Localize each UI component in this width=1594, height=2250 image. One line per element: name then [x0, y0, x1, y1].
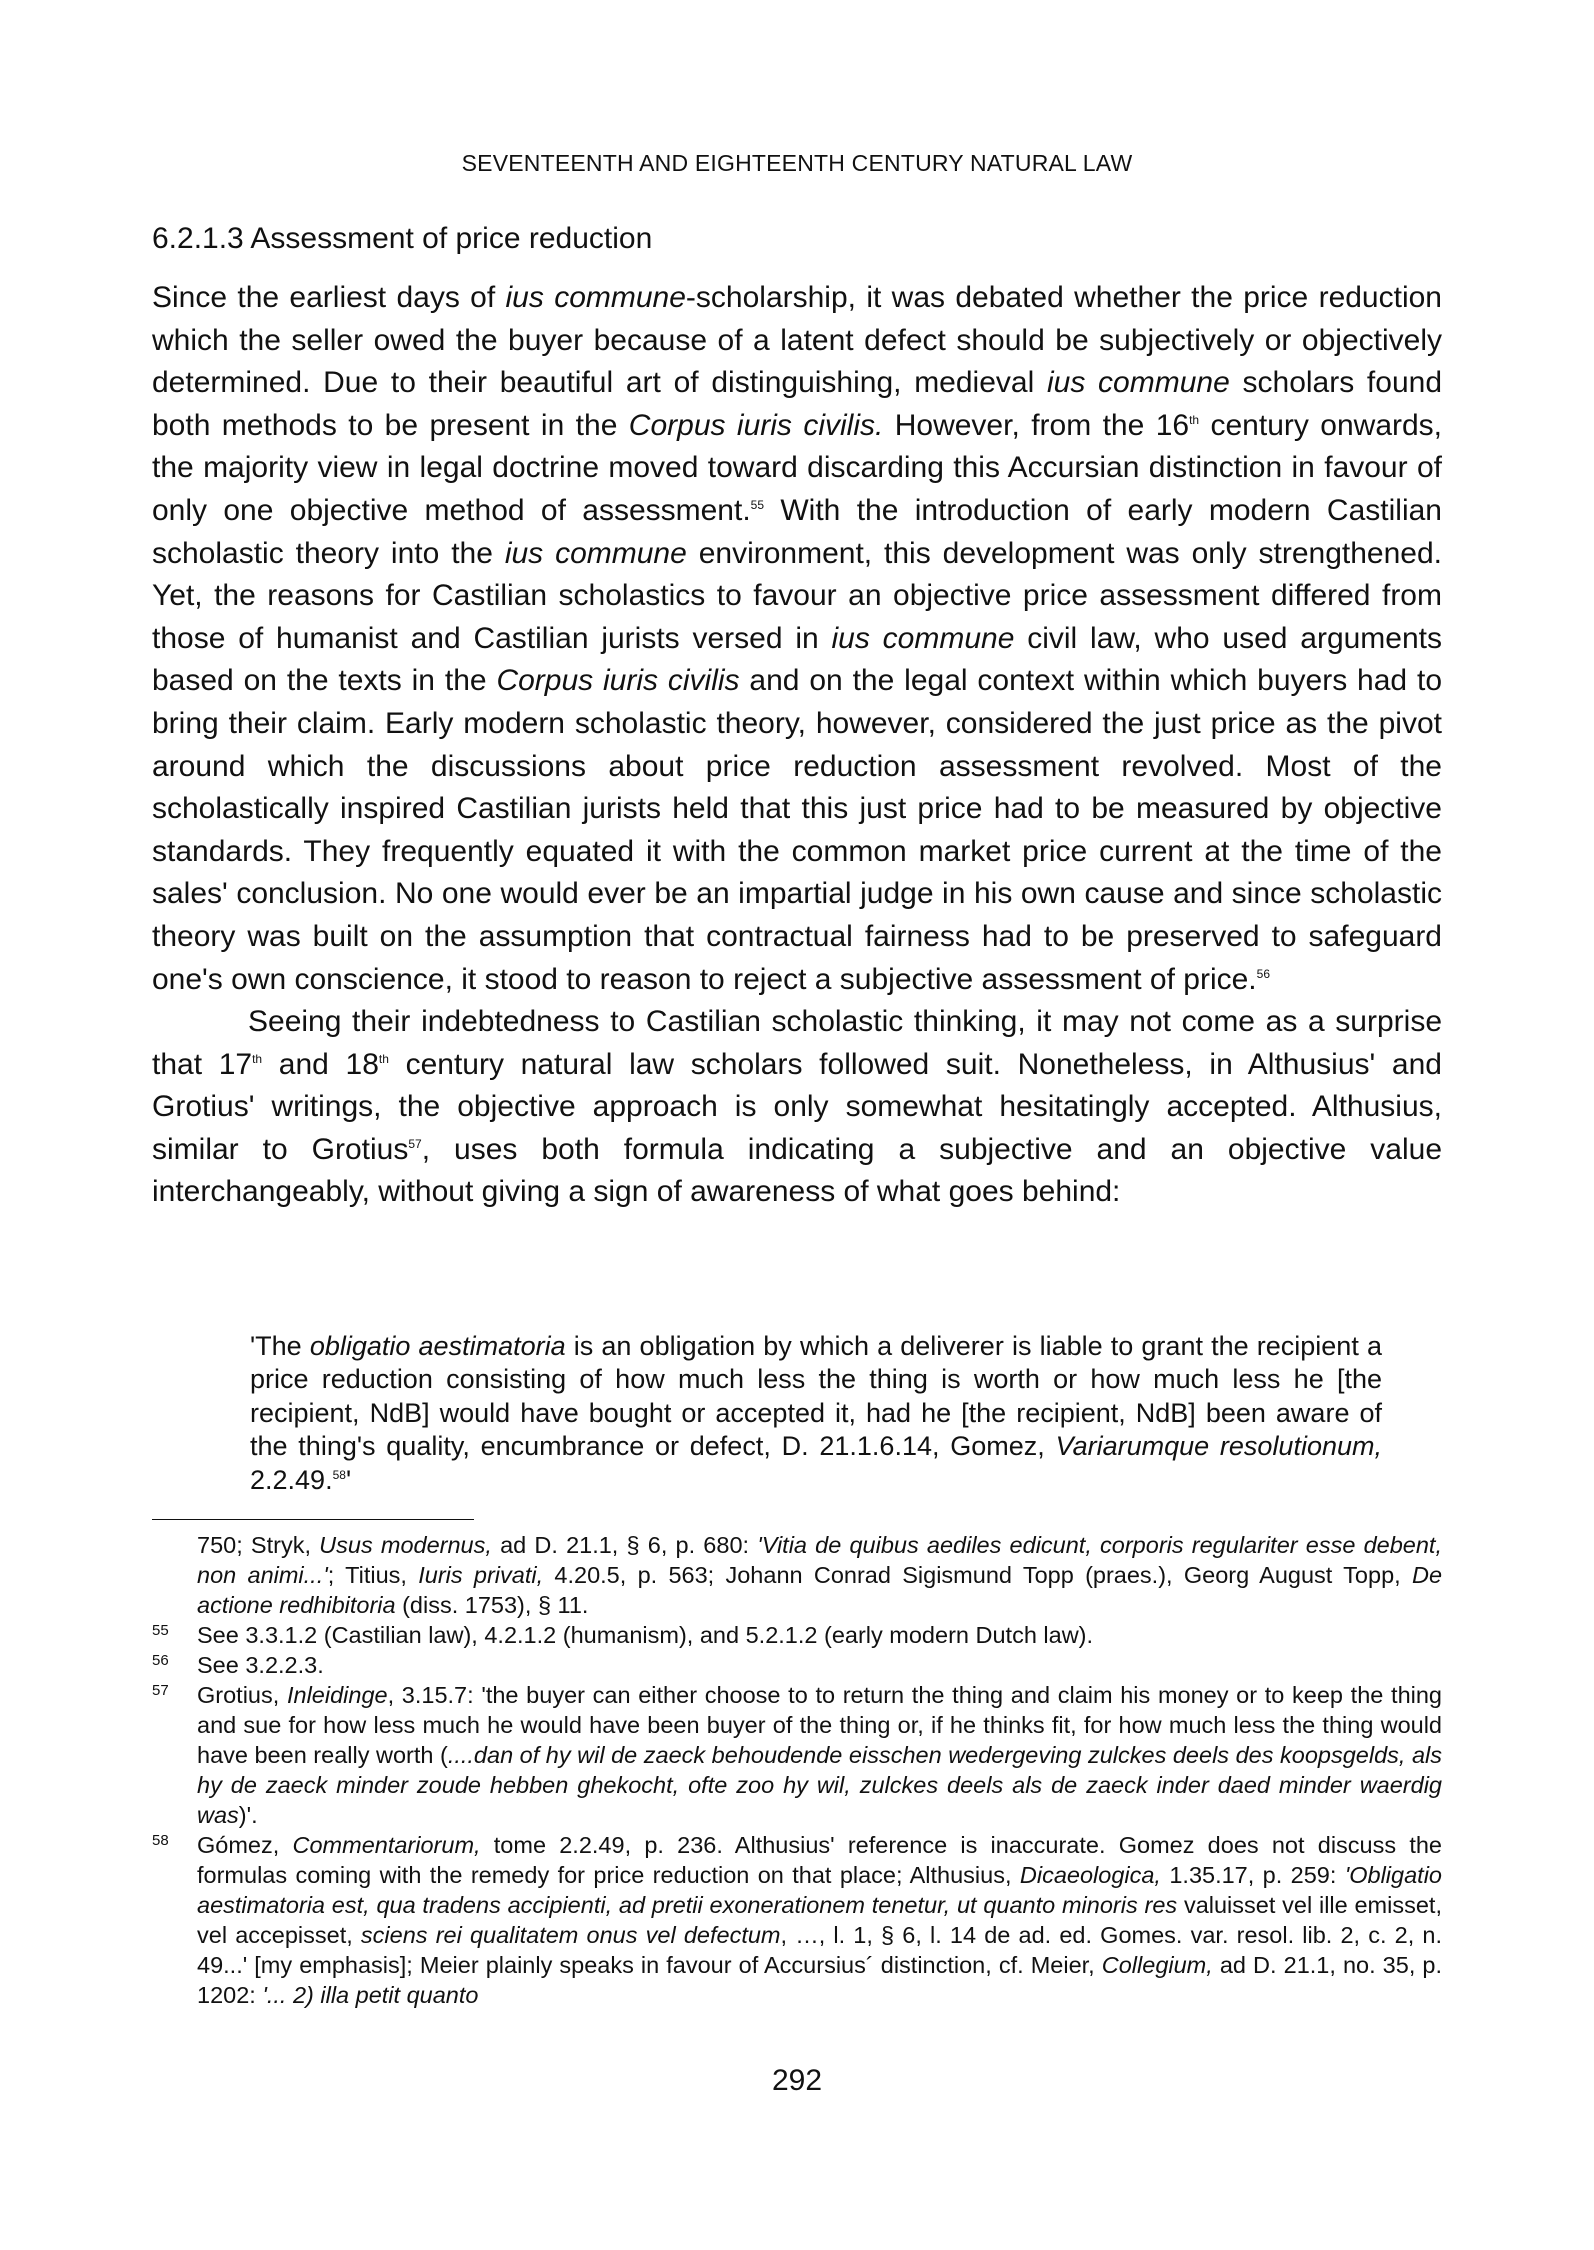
text-run: , 3.15.7: 'the buyer can either choose to to return the thing and claim his money or to keep the thing and sue for how less much he would have been buyer of the thing or, if he thinks fit, for how much less the thing would have been really worth ( [197, 1682, 1442, 1768]
italic-term: '... 2) illa petit quanto [262, 1982, 479, 2008]
italic-term: Usus modernus, [319, 1532, 492, 1558]
footnote-number: 57 [152, 1682, 169, 1699]
text-run: Since the earliest days of [152, 281, 506, 314]
footnote-number: 58 [152, 1832, 169, 1849]
text-run: ad D. 21.1, no. 35, p. 1202: [197, 1952, 1443, 2008]
main-text [152, 277, 1442, 1214]
text-run: 1.35.17, p. 259: [1160, 1862, 1345, 1888]
footnote-text: See 3.2.2.3. [197, 1652, 324, 1678]
italic-term: Corpus iuris civilis. [628, 408, 884, 442]
text-run: ; Titius, [327, 1562, 419, 1588]
text-run: )'. [238, 1802, 258, 1828]
footnote-ref-55[interactable]: 55 [750, 497, 765, 512]
ordinal-superscript: th [378, 1051, 389, 1066]
footnote-ref-56[interactable]: 56 [1256, 966, 1270, 981]
paragraph-1 [152, 277, 1442, 1001]
section-heading: 6.2.1.3 Assessment of price reduction [152, 222, 653, 255]
quote-text [250, 1330, 1382, 1497]
italic-term: ius commune [505, 281, 686, 314]
italic-term: ius commune [1046, 366, 1230, 400]
text-run: Seeing their indebtedness to Castilian scholastic thinking, it may not come as a surprise that 17 [152, 1005, 1442, 1081]
footnote-text: See 3.3.1.2 (Castilian law), 4.2.1.2 (humanism), and 5.2.1.2 (early modern Dutch law). [197, 1622, 1094, 1648]
running-head: SEVENTEENTH AND EIGHTEENTH CENTURY NATURAL LAW [461, 150, 1133, 176]
text-run: and 18 [262, 1047, 379, 1081]
text-run: -scholarship, it was debated whether the price reduction which the seller owed the buyer because of a latent defect should be subjectively or objectively determined. Due to their beautiful art of distinguishing, medieval [152, 281, 1442, 400]
italic-term: Inleidinge [286, 1682, 388, 1708]
text-run: tome 2.2.49, p. 236. Althusius' reference is inaccurate. Gomez does not discuss the formulas coming with the remedy for price reduction on that place; Althusius, [197, 1832, 1442, 1888]
italic-term: obligatio aestimatoria [309, 1331, 566, 1361]
page-number: 292 [771, 2064, 823, 2097]
text-run: 4.20.5, p. 563; Johann Conrad Sigismund Topp (praes.), Georg August Topp, [543, 1562, 1412, 1588]
footnote-ref-58[interactable]: 58 [332, 1467, 346, 1482]
text-run: However, from the 16 [883, 408, 1190, 442]
text-run: ad D. 21.1, § 6, p. 680: [491, 1532, 758, 1558]
footnotes [152, 1530, 1442, 2010]
footnote-56 [152, 1650, 1442, 1680]
text-run: 750; Stryk, [197, 1532, 320, 1558]
ordinal-superscript: th [252, 1051, 263, 1066]
text-run: Grotius, [197, 1682, 287, 1708]
italic-term: Collegium, [1101, 1952, 1213, 1978]
italic-term: Variarumque resolutionum, [1055, 1431, 1382, 1462]
footnote-57 [152, 1680, 1442, 1830]
footnote-58 [152, 1830, 1442, 2010]
text-run: century natural law scholars followed suit. Nonetheless, in Althusius' and Grotius' writings, the objective approach is only somewhat hesitatingly accepted. Althusius, similar to Grotius [152, 1047, 1442, 1166]
italic-term: De actione redhibitoria [197, 1562, 1443, 1618]
text-run: 2.2.49. [250, 1464, 333, 1495]
text-run: 'The [250, 1331, 310, 1361]
footnote-number: 56 [152, 1652, 169, 1669]
paragraph-2 [152, 1001, 1442, 1214]
text-run: ' [345, 1464, 352, 1495]
text-run: and on the legal context within which buyers had to bring their claim. Early modern scholastic theory, however, considered the just price as the pivot around which the discussions about price reduction assessment revolved. Most of the scholastically inspired Castilian jurists held that this just price had to be measured by objective standards. They frequently equated it with the common market price current at the time of the sales' conclusion. No one would ever be an impartial judge in his own cause and since scholastic theory was built on the assumption that contractual fairness had to be preserved to safeguard one's own conscience, it stood to reason to reject a subjective assessment of price. [152, 664, 1443, 996]
text-run: Gómez, [197, 1832, 293, 1858]
footnote-continuation [152, 1530, 1442, 1620]
footnote-number: 55 [152, 1622, 169, 1639]
italic-term: sciens rei qualitatem onus vel defectum [360, 1922, 781, 1948]
italic-term: ....dan of hy wil de zaeck behoudende eisschen wedergeving zulckes deels des koopsgelds, als hy de zaeck minder zoude hebben ghekocht, ofte zoo hy wil, zulckes deels als de zaeck inder daed minder waerdig was [197, 1742, 1442, 1828]
text-run: valuisset vel ille emisset, vel accepisset, [197, 1892, 1442, 1948]
footnote-55 [152, 1620, 1442, 1650]
text-run: scholars found both methods to be present in the [152, 366, 1443, 442]
footnote-ref-57[interactable]: 57 [408, 1136, 422, 1151]
italic-term: Dicaeologica, [1019, 1862, 1161, 1888]
text-run: With the introduction of early modern Castilian scholastic theory into the [152, 493, 1442, 570]
text-run: environment, this development was only strengthened. Yet, the reasons for Castilian scholastics to favour an objective price assessment differed from those of humanist and Castilian jurists versed in [152, 536, 1442, 655]
text-run: is an obligation by which a deliverer is liable to grant the recipient a price reduction consisting of how much less the thing is worth or how much less he [the recipient, NdB] would have bought or accepted it, had he [the recipient, NdB] been aware of the thing's quality, encumbrance or defect, D. 21.1.6.14, Gomez, [250, 1331, 1382, 1462]
italic-term: Commentariorum, [292, 1832, 481, 1858]
text-run: century onwards, the majority view in legal doctrine moved toward discarding this Accursian distinction in favour of only one objective method of assessment. [152, 408, 1443, 527]
italic-term: Iuris privati, [418, 1562, 544, 1588]
footnote-separator [152, 1519, 474, 1520]
italic-term: ius commune [504, 536, 687, 570]
text-run: , uses both formula indicating a subjective and an objective value interchangeably, without giving a sign of awareness of what goes behind: [152, 1132, 1442, 1209]
block-quote [250, 1330, 1382, 1497]
italic-term: ius commune [831, 621, 1015, 655]
ordinal-superscript: th [1189, 412, 1200, 427]
text-run: , …, l. 1, § 6, l. 14 de ad. ed. Gomes. var. resol. lib. 2, c. 2, n. 49...' [my emphasis]; Meier plainly speaks in favour of Accursius´ distinction, cf. Meier, [197, 1922, 1442, 1978]
italic-term: Corpus iuris civilis [496, 664, 740, 698]
italic-term: 'Obligatio aestimatoria est, qua tradens accipienti, ad pretii exonerationem tenetur, ut quanto minoris res [197, 1862, 1442, 1918]
text-run: civil law, who used arguments based on the texts in the [152, 621, 1443, 698]
italic-term: 'Vitia de quibus aediles edicunt, corporis regulariter esse debent, non animi...' [197, 1532, 1442, 1588]
text-run: (diss. 1753), § 11. [395, 1592, 589, 1618]
